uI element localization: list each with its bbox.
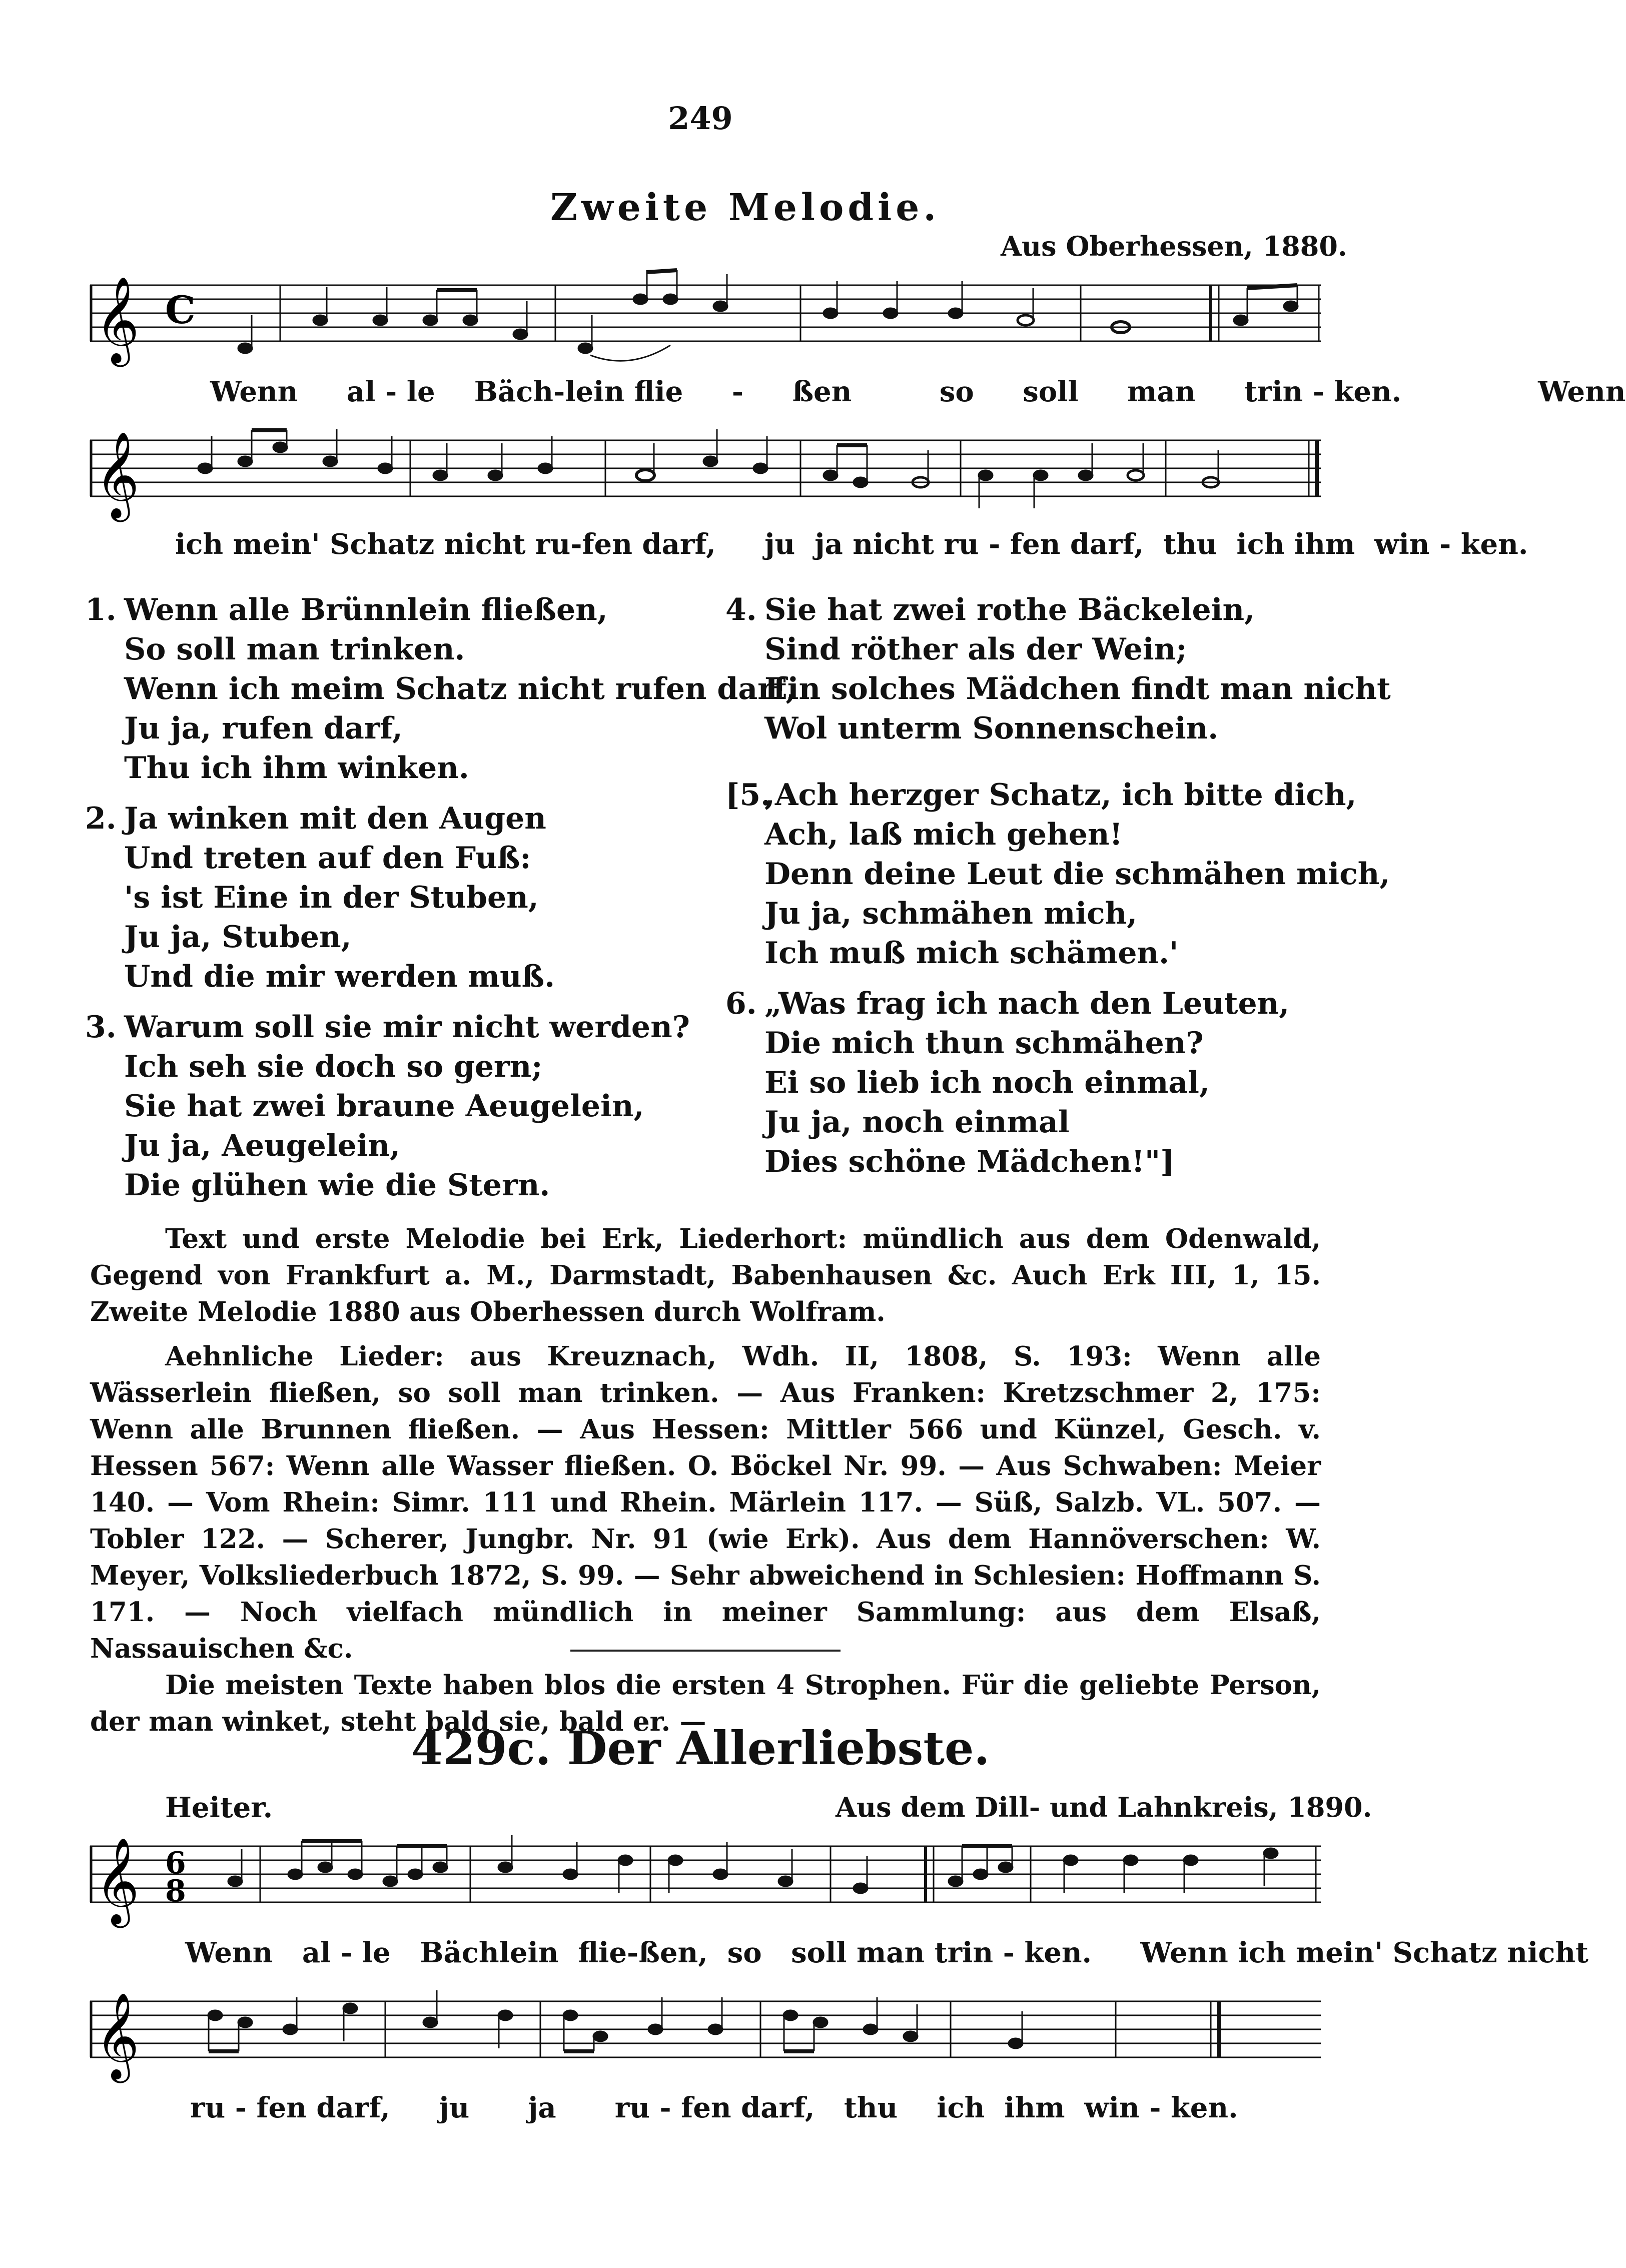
svg-text:6: 6: [165, 1846, 186, 1881]
lyrics-line-1: Wenn al - le Bäch-lein flie - ßen so soll man trin - ken. Wenn: [210, 375, 1626, 408]
melody-title: Zweite Melodie.: [550, 186, 941, 229]
music-staff-4: [90, 1986, 1321, 2086]
lyrics-line-3: Wenn al - le Bächlein flie-ßen, so soll man trin - ken. Wenn ich mein' Schatz nicht: [185, 1936, 1588, 1969]
svg-text:C: C: [165, 288, 196, 332]
music-staff-2: [90, 425, 1321, 525]
svg-text:8: 8: [165, 1874, 186, 1909]
svg-text:𝄞: 𝄞: [95, 431, 140, 518]
tempo-marking: Heiter.: [165, 1791, 273, 1824]
note-similar-songs: Aehnliche Lieder: aus Kreuznach, Wdh. II, 1808, S. 193: Wenn alle Wässerlein fließen, so soll man trinken. — Aus Franken: Kretzschmer 2, 175: Wenn alle Brunnen fließen. — Aus Hessen: Mittler 566 und Künzel, Gesch. v. Hessen 567: Wenn alle Wasser fließen. O. Böckel Nr. 99. — Aus Schwaben: Meier 140. — Vom Rhein: Simr. 111 und Rhein. Märlein 117. — Süß, Salzb. VL. 507. — Tobler 122. — Scherer, Jungbr. Nr. 91 (wie Erk). Aus dem Hannöverschen: W. Meyer, Volksliederbuch 1872, S. 99. — Sehr abweichend in Schlesien: Hoffmann S. 171. — Noch vielfach mündlich in meiner Sammlung: aus dem Elsaß, Nassauischen &c.: [90, 1341, 1321, 1664]
section-divider: [570, 1650, 841, 1652]
lyrics-line-2: ich mein' Schatz nicht ru-fen darf, ju ja nicht ru - fen darf, thu ich ihm win - ken.: [175, 528, 1528, 561]
verses-left-column: [85, 590, 796, 1205]
page-number: 249: [668, 100, 733, 137]
notes-block: [90, 1221, 1321, 1740]
verse-6: 6. „Was frag ich nach den Leuten, Die mich thun schmähen? Ei so lieb ich noch einmal, Ju ja, noch einmal Dies schöne Mädchen!"]: [725, 986, 1290, 1179]
svg-text:𝄞: 𝄞: [95, 276, 140, 363]
melody-source: Aus Oberhessen, 1880.: [1001, 230, 1347, 262]
verse-3: 3. Warum soll sie mir nicht werden? Ich seh sie doch so gern; Sie hat zwei braune Aeugelein, Ju ja, Aeugelein, Die glühen wie die Stern.: [85, 1010, 690, 1203]
verses-right-column: [725, 590, 1391, 1182]
verse-1: 1. Wenn alle Brünnlein fließen, So soll man trinken. Wenn ich meim Schatz nicht rufen darf, Ju ja, rufen darf, Thu ich ihm winken.: [85, 592, 796, 786]
svg-text:𝄞: 𝄞: [95, 1992, 140, 2079]
music-staff-1: [90, 270, 1321, 370]
verse-4: 4. Sie hat zwei rothe Bäckelein, Sind röther als der Wein; Ein solches Mädchen findt man nicht Wol unterm Sonnenschein.: [725, 592, 1391, 746]
note-sources: Text und erste Melodie bei Erk, Liederhort: mündlich aus dem Odenwald, Gegend von Frankfurt a. M., Darmstadt, Babenhausen &c. Auch Erk III, 1, 15. Zweite Melodie 1880 aus Oberhessen durch Wolfram.: [90, 1223, 1321, 1327]
note-strophes: Die meisten Texte haben blos die ersten 4 Strophen. Für die geliebte Person, der man winket, steht bald sie, bald er. —: [90, 1670, 1321, 1737]
svg-text:𝄞: 𝄞: [95, 1837, 140, 1924]
lyrics-line-4: ru - fen darf, ju ja ru - fen darf, thu ich ihm win - ken.: [190, 2091, 1238, 2124]
verse-2: 2. Ja winken mit den Augen Und treten auf den Fuß: 's ist Eine in der Stuben, Ju ja, Stuben, Und die mir werden muß.: [85, 801, 555, 994]
song-title: 429c. Der Allerliebste.: [411, 1721, 990, 1775]
song-source: Aus dem Dill- und Lahnkreis, 1890.: [836, 1791, 1372, 1823]
music-staff-3: [90, 1831, 1321, 1931]
verse-5: [5.,Ach herzger Schatz, ich bitte dich, Ach, laß mich gehen! Denn deine Leut die schmähen mich, Ju ja, schmähen mich, Ich muß mich schämen.': [725, 778, 1390, 971]
